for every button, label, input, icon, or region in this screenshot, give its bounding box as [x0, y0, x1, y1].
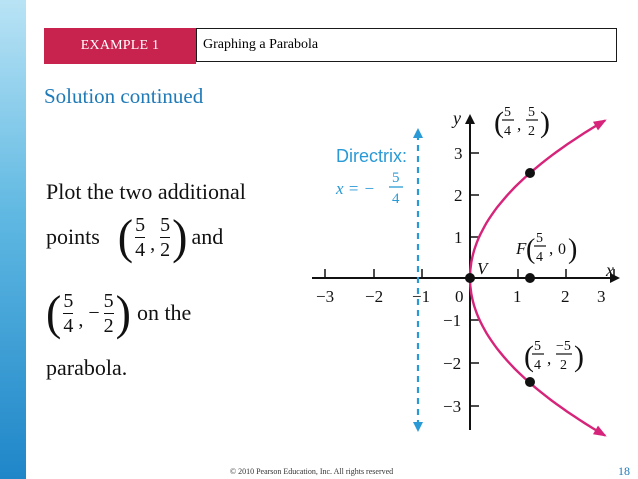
point2-minus-sign: −	[88, 301, 100, 324]
svg-text:4: 4	[536, 250, 543, 265]
example-title: Graphing a Parabola	[196, 28, 617, 62]
svg-text:(: (	[524, 340, 534, 373]
focus-label	[515, 231, 577, 265]
open-paren: (	[46, 285, 62, 340]
body-line-3: ( $\frac{5}{4}$ , − $\frac{5}{2}$ ) on the	[46, 285, 192, 340]
directrix-label: Directrix:	[336, 146, 407, 166]
svg-text:5: 5	[504, 105, 511, 120]
point1-x-fraction	[135, 215, 145, 260]
vertex-label: V	[477, 259, 488, 278]
left-accent-bar	[0, 0, 26, 479]
point-upper	[525, 168, 535, 178]
svg-text:F: F	[516, 239, 527, 258]
y-tick-label: 3	[454, 144, 463, 163]
svg-text:5: 5	[534, 339, 541, 354]
upper-point-label	[494, 105, 550, 139]
point1-x-den: 4	[135, 238, 146, 261]
svg-text:4: 4	[534, 358, 541, 373]
body-line-1: Plot the two additional	[46, 179, 246, 204]
point2-x-den: 4	[63, 314, 74, 337]
x-tick-label: −3	[316, 287, 335, 306]
body-line-2-prefix: points	[46, 224, 100, 249]
y-tick-label: −3	[443, 397, 462, 416]
y-tick-label: −1	[443, 311, 462, 330]
y-tick-label: −2	[443, 354, 462, 373]
point2-x-num: 5	[63, 289, 74, 312]
y-tick-label: 1	[454, 228, 463, 247]
directrix-arrow-up	[413, 128, 423, 138]
point2-x-fraction	[63, 291, 73, 336]
svg-text:): )	[568, 234, 578, 265]
point-lower	[525, 377, 535, 387]
svg-text:(: (	[494, 106, 504, 139]
focus-point	[525, 273, 535, 283]
close-paren: )	[172, 209, 188, 264]
x-axis-label: x	[606, 260, 614, 280]
svg-text:5: 5	[528, 105, 535, 120]
svg-text:5: 5	[536, 231, 543, 246]
svg-text:(: (	[526, 234, 536, 265]
x-tick-label: 0	[455, 287, 464, 306]
point2-y-num: 5	[103, 289, 114, 312]
close-paren: )	[115, 285, 131, 340]
x-tick-label: −1	[412, 287, 431, 306]
copyright-footer: © 2010 Pearson Education, Inc. All rights reserved	[230, 467, 394, 476]
body-line-2: points ( $\frac{5}{4}$ , $\frac{5}{2}$ ) and	[46, 209, 224, 264]
point1-y-fraction	[160, 215, 170, 260]
directrix-arrow-down	[413, 422, 423, 432]
open-paren: (	[117, 209, 134, 264]
x-tick-label: −2	[365, 287, 384, 306]
svg-text:2: 2	[560, 358, 567, 373]
svg-text:): )	[574, 340, 584, 373]
example-label: EXAMPLE 1	[44, 28, 196, 64]
point1-x-num: 5	[135, 213, 146, 236]
body-line-4: parabola.	[46, 355, 128, 380]
svg-text:,: ,	[547, 349, 552, 368]
directrix-den: 4	[392, 191, 400, 207]
svg-text:,: ,	[517, 115, 522, 134]
y-axis-arrowhead	[465, 114, 475, 124]
directrix-equation: x = −	[336, 179, 375, 198]
x-tick-label: 1	[513, 287, 522, 306]
body-line-3-suffix: on the	[136, 300, 192, 325]
parabola-graph	[312, 80, 628, 442]
parabola-arrow-top	[593, 120, 607, 131]
point1-y-den: 2	[160, 238, 171, 261]
directrix-num: 5	[392, 170, 400, 186]
svg-text:,: ,	[549, 239, 554, 258]
point2-y-den: 2	[103, 314, 114, 337]
x-tick-label: 2	[561, 287, 570, 306]
svg-text:4: 4	[504, 124, 511, 139]
y-axis-label: y	[453, 108, 461, 128]
parabola-arrow-bottom	[593, 426, 607, 437]
page-number: 18	[618, 464, 630, 478]
svg-text:0: 0	[558, 241, 566, 258]
svg-text:): )	[540, 106, 550, 139]
svg-text:2: 2	[528, 124, 535, 139]
point2-y-fraction	[104, 291, 114, 336]
vertex-point	[465, 273, 475, 283]
solution-heading: Solution continued	[44, 84, 204, 108]
y-tick-label: 2	[454, 186, 463, 205]
x-tick-label: 3	[597, 287, 606, 306]
point1-y-num: 5	[160, 213, 171, 236]
svg-text:−5: −5	[556, 339, 571, 354]
body-line-2-suffix: and	[191, 224, 224, 249]
lower-point-label	[524, 339, 584, 373]
